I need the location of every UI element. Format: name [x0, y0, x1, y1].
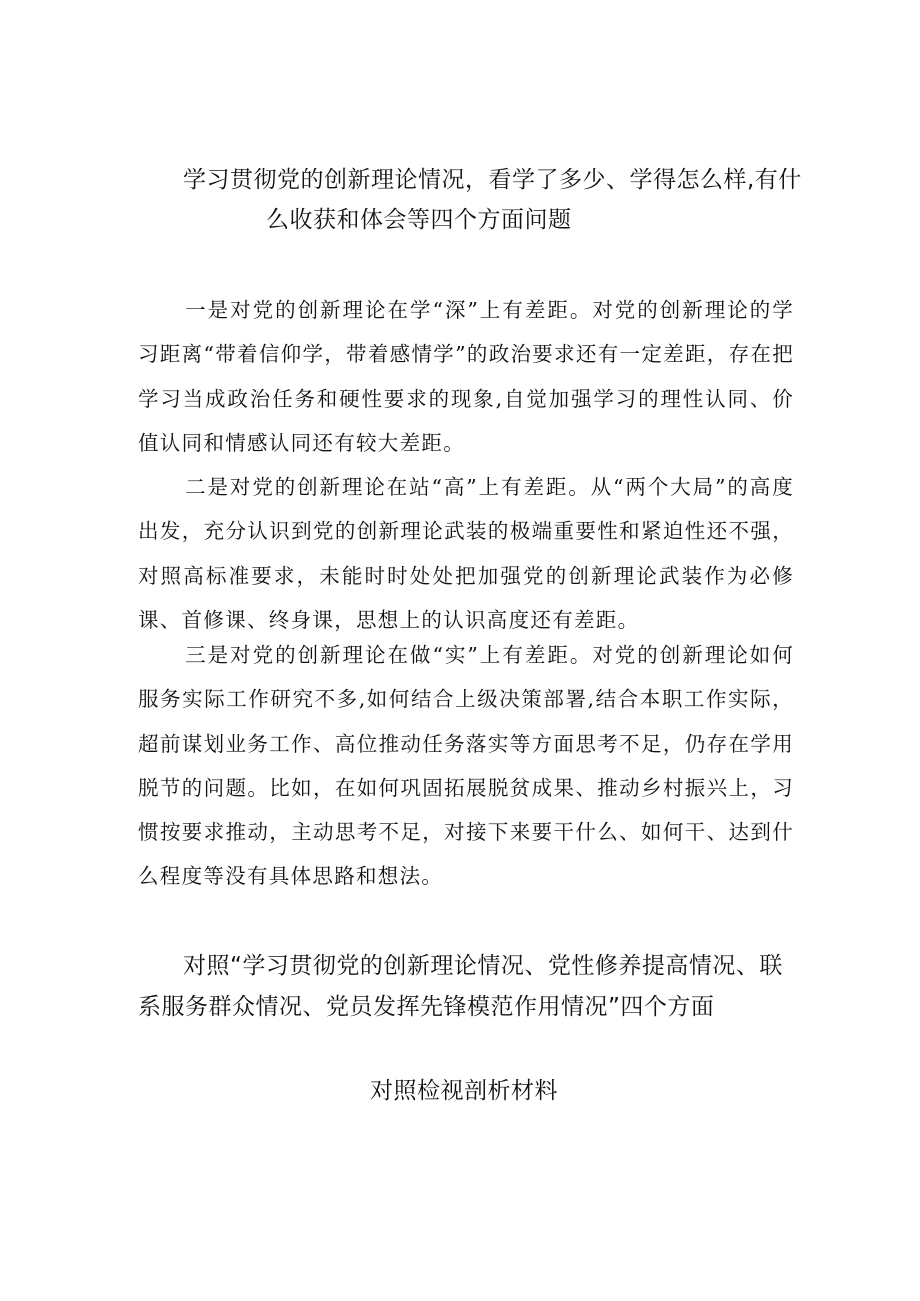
next-section-title-line-1: 对照“学习贯彻党的创新理论情况、党性修养提高情况、联 [183, 953, 783, 979]
paragraph-1: 一是对党的创新理论在学“深”上有差距。对党的创新理论的学习距离“带着信仰学，带着感情学”的政治要求还有一定差距，存在把学习当成政治任务和硬性要求的现象,自觉加强学习的理性认同、价值认同和情感认同还有较大差距。 [138, 298, 794, 455]
paragraph-3: 三是对党的创新理论在做“实”上有差距。对党的创新理论如何服务实际工作研究不多,如何结合上级决策部署,结合本职工作实际，超前谋划业务工作、高位推动任务落实等方面思考不足，仍存在学用脱节的问题。比如，在如何巩固拓展脱贫成果、推动乡村振兴上，习惯按要求推动，主动思考不足，对接下来要干什么、如何干、达到什么程度等没有具体思路和想法。 [138, 643, 794, 889]
paragraph-2: 二是对党的创新理论在站“高”上有差距。从“两个大局”的高度出发，充分认识到党的创新理论武装的极端重要性和紧迫性还不强，对照高标准要求，未能时时处处把加强党的创新理论武装作为必修课、首修课、终身课，思想上的认识高度还有差距。 [138, 475, 794, 632]
section-title-line-1: 学习贯彻党的创新理论情况，看学了多少、学得怎么样,有什 [183, 167, 802, 193]
section-title-line-2: 么收获和体会等四个方面问题 [266, 207, 572, 233]
next-section-title-line-2: 系服务群众情况、党员发挥先锋模范作用情况”四个方面 [138, 994, 715, 1020]
next-section-subtitle: 对照检视剖析材料 [370, 1078, 558, 1104]
